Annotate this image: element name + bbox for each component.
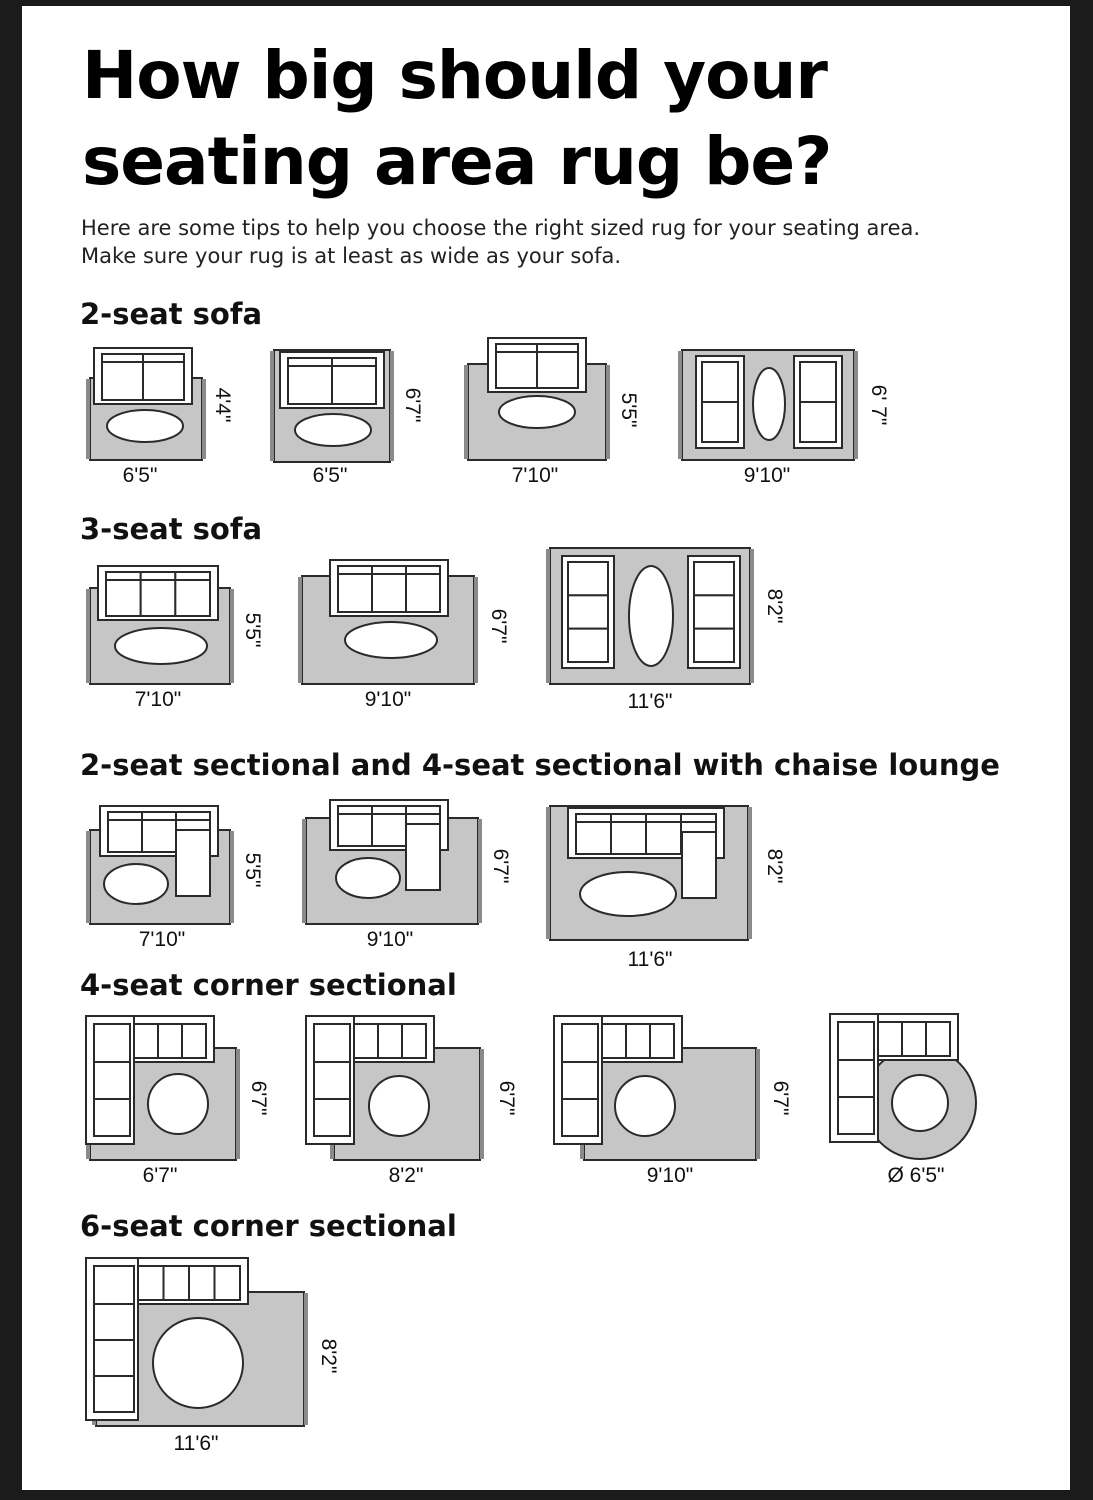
depth-label: 6'7": [495, 1080, 518, 1116]
diagram-2-seat-6x6: [270, 350, 424, 487]
diagram-3-seat-9x6: [298, 560, 510, 711]
seat-cushion: [94, 1376, 134, 1412]
seat-cushion: [537, 344, 578, 388]
rug-fringe-left: [86, 589, 90, 683]
seat-cushion: [702, 362, 738, 402]
depth-label: 5'5": [617, 392, 640, 428]
diagram-3-seat-11x8: [546, 548, 786, 713]
heading-6-seat-corner: 6-seat corner sectional: [80, 1209, 457, 1243]
seat-cushion: [800, 362, 836, 402]
diagram-corner6-11x8: [86, 1258, 340, 1455]
seat-cushion: [878, 1022, 902, 1056]
chaise-lounge: [176, 830, 210, 896]
coffee-table: [104, 864, 168, 904]
seat-cushion: [626, 1024, 650, 1058]
coffee-table: [369, 1076, 429, 1136]
diagram-corner4-9x6: [554, 1016, 792, 1187]
coffee-table: [107, 410, 183, 442]
seat-cushion: [338, 566, 372, 612]
seat-cushion: [694, 629, 734, 662]
seat-cushion: [568, 629, 608, 662]
width-label: Ø 6'5": [887, 1164, 945, 1187]
rug-fringe-right: [854, 351, 858, 459]
seat-cushion: [378, 1024, 402, 1058]
rug-fringe-left: [678, 351, 682, 459]
seat-cushion: [102, 354, 143, 400]
diagram-sectional-11x8: [546, 806, 786, 971]
width-label: 7'10": [511, 464, 559, 487]
rug-fringe-right: [230, 589, 234, 683]
seat-cushion: [694, 562, 734, 595]
seat-cushion: [650, 1024, 674, 1058]
coffee-table: [148, 1074, 208, 1134]
rug-fringe-right: [750, 549, 754, 683]
chaise-lounge: [682, 832, 716, 898]
rug-fringe-left: [86, 831, 90, 923]
seat-cushion: [134, 1024, 158, 1058]
coffee-table: [345, 622, 437, 658]
seat-cushion: [182, 1024, 206, 1058]
rug-fringe-left: [464, 365, 468, 459]
rug-fringe-left: [86, 379, 90, 459]
seat-cushion: [106, 572, 141, 616]
diagram-3-seat-7x5: [86, 566, 264, 711]
seat-cushion: [354, 1024, 378, 1058]
seat-cushion: [288, 358, 332, 404]
heading-4-seat-corner: 4-seat corner sectional: [80, 968, 457, 1002]
intro-line-1: Here are some tips to help you choose the right sized rug for your seating area.: [81, 216, 921, 240]
diagram-2-seat-6x4: [86, 348, 234, 487]
rug-fringe-right: [478, 819, 482, 923]
depth-label: 8'2": [317, 1338, 340, 1374]
diagram-corner4-8x6: [306, 1016, 518, 1187]
depth-label: 8'2": [763, 848, 786, 884]
width-label: 11'6": [173, 1432, 219, 1455]
rug-fringe-right: [390, 351, 394, 461]
coffee-table: [153, 1318, 243, 1408]
rug-fringe-left: [546, 807, 550, 939]
depth-label: 6'7": [401, 387, 424, 423]
depth-label: 6'7": [769, 1080, 792, 1116]
heading-3-seat-sofa: 3-seat sofa: [80, 512, 263, 546]
coffee-table: [629, 566, 673, 666]
heading-sectional-chaise: 2-seat sectional and 4-seat sectional with chaise lounge: [80, 748, 1000, 782]
depth-label: 8'2": [763, 588, 786, 624]
rug-fringe-right: [474, 577, 478, 683]
seat-cushion: [94, 1304, 134, 1340]
width-label: 7'10": [138, 928, 186, 951]
seat-cushion: [402, 1024, 426, 1058]
seat-cushion: [562, 1099, 598, 1136]
depth-label: 6'7": [487, 608, 510, 644]
seat-cushion: [141, 572, 176, 616]
page-title-line-2: seating area rug be?: [82, 123, 832, 200]
width-label: 9'10": [364, 688, 412, 711]
rug-fringe-right: [748, 807, 752, 939]
rug-fringe-right: [480, 1049, 484, 1159]
rug-fringe-right: [230, 831, 234, 923]
coffee-table: [753, 368, 785, 440]
coffee-table: [336, 858, 400, 898]
corner-cushion: [94, 1024, 130, 1062]
width-label: 8'2": [388, 1164, 424, 1187]
rug-fringe-right: [202, 379, 206, 459]
seat-cushion: [702, 402, 738, 442]
seat-cushion: [496, 344, 537, 388]
depth-label: 6' 7": [867, 384, 890, 426]
width-label: 6'5": [122, 464, 158, 487]
diagram-corner4-6x6: [86, 1016, 270, 1187]
seat-cushion: [94, 1340, 134, 1376]
seat-cushion: [338, 806, 372, 846]
seat-cushion: [838, 1060, 874, 1097]
width-label: 9'10": [366, 928, 414, 951]
rug-fringe-left: [302, 819, 306, 923]
rug-fringe-left: [298, 577, 302, 683]
coffee-table: [295, 414, 371, 446]
seat-cushion: [138, 1266, 164, 1300]
rug-fringe-right: [606, 365, 610, 459]
rug-fringe-right: [756, 1049, 760, 1159]
diagram-sectional-7x5: [86, 806, 264, 951]
width-label: 6'5": [312, 464, 348, 487]
intro-line-2: Make sure your rug is at least as wide as your sofa.: [81, 244, 622, 268]
coffee-table: [615, 1076, 675, 1136]
seat-cushion: [372, 806, 406, 846]
seat-cushion: [164, 1266, 190, 1300]
corner-cushion: [562, 1024, 598, 1062]
seat-cushion: [314, 1099, 350, 1136]
seat-cushion: [902, 1022, 926, 1056]
seat-cushion: [94, 1062, 130, 1099]
seat-cushion: [189, 1266, 215, 1300]
diagram-sectional-9x6: [302, 800, 512, 951]
coffee-table: [580, 872, 676, 916]
seat-cushion: [838, 1097, 874, 1134]
seat-cushion: [158, 1024, 182, 1058]
seat-cushion: [332, 358, 376, 404]
depth-label: 6'7": [489, 848, 512, 884]
depth-label: 6'7": [247, 1080, 270, 1116]
width-label: 11'6": [627, 690, 673, 713]
corner-cushion: [94, 1266, 134, 1304]
coffee-table: [892, 1075, 948, 1131]
seat-cushion: [108, 812, 142, 852]
seat-cushion: [372, 566, 406, 612]
chaise-lounge: [406, 824, 440, 890]
width-label: 9'10": [743, 464, 791, 487]
width-label: 9'10": [646, 1164, 694, 1187]
depth-label: 4'4": [211, 387, 234, 423]
seat-cushion: [568, 595, 608, 628]
diagram-2-seat-7x5: [464, 338, 640, 487]
width-label: 11'6": [627, 948, 673, 971]
seat-cushion: [94, 1099, 130, 1136]
seat-cushion: [314, 1062, 350, 1099]
page-title-line-1: How big should your: [82, 37, 827, 114]
seat-cushion: [611, 814, 646, 854]
diagram-2-seat-9x6: [678, 350, 890, 487]
seat-cushion: [602, 1024, 626, 1058]
heading-2-seat-sofa: 2-seat sofa: [80, 297, 263, 331]
rug-fringe-left: [546, 549, 550, 683]
coffee-table: [499, 396, 575, 428]
width-label: 7'10": [134, 688, 182, 711]
seat-cushion: [800, 402, 836, 442]
seat-cushion: [143, 354, 184, 400]
seat-cushion: [406, 566, 440, 612]
corner-cushion: [314, 1024, 350, 1062]
depth-label: 5'5": [241, 852, 264, 888]
seat-cushion: [568, 562, 608, 595]
seat-cushion: [175, 572, 210, 616]
seat-cushion: [694, 595, 734, 628]
seat-cushion: [215, 1266, 241, 1300]
depth-label: 5'5": [241, 612, 264, 648]
width-label: 6'7": [142, 1164, 178, 1187]
rug-fringe-right: [236, 1049, 240, 1159]
rug-fringe-left: [270, 351, 274, 461]
coffee-table: [115, 628, 207, 664]
seat-cushion: [576, 814, 611, 854]
corner-cushion: [838, 1022, 874, 1060]
seat-cushion: [646, 814, 681, 854]
seat-cushion: [926, 1022, 950, 1056]
seat-cushion: [142, 812, 176, 852]
diagram-corner4-round: [830, 1014, 976, 1187]
rug-fringe-right: [304, 1293, 308, 1425]
seat-cushion: [562, 1062, 598, 1099]
